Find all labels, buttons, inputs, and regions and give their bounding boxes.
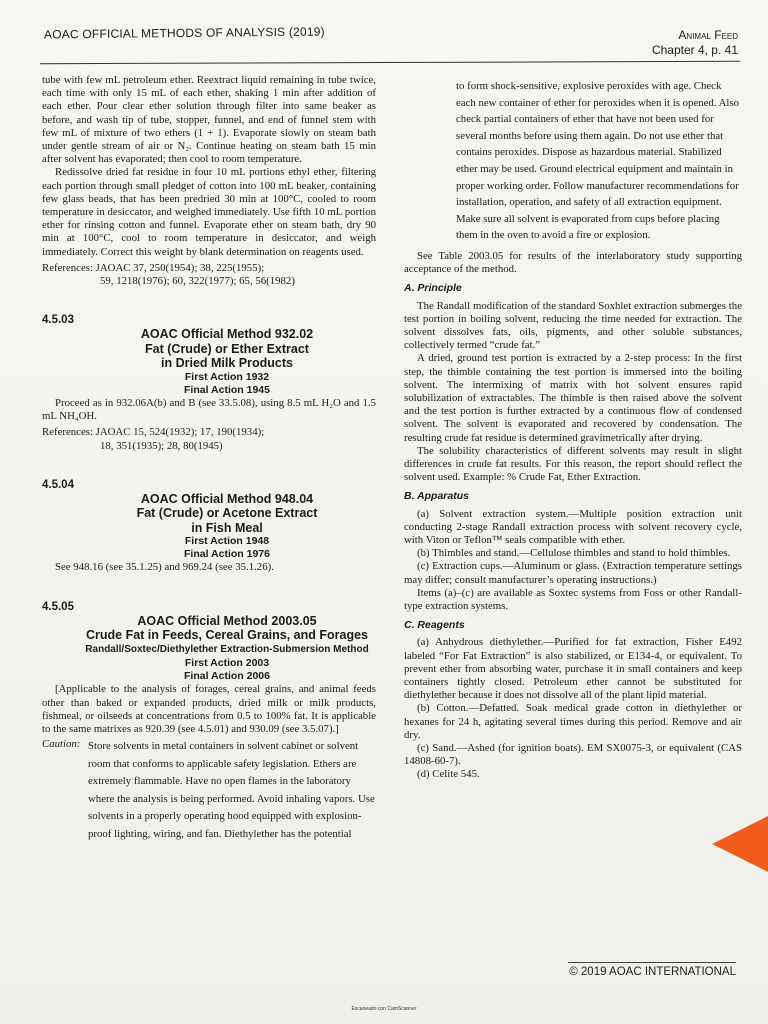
list-item: Items (a)–(c) are available as Soxtec systems from Foss or other Randall-type extraction systems. [404,586,742,613]
list-item: (a) Anhydrous diethylether.—Purified for fat extraction, Fisher E492 labeled “For Fat Extraction” is also stabilized, or E134-4, or equivalent. To prevent ether from absorbing water, purchase it in small containers and keep containers tightly closed. Petroleum ether cannot be substituted for diethylether because it does not dissolve all of the plant lipid material. [404,636,742,702]
applicability-note: [Applicable to the analysis of forages, cereal grains, and animal feeds other than baked or expanded products, dried milk or milk products, fishmeal, or oilseeds at concentrations from 0.5 to 100% fat. It is applicable to the same matrixes as 920.39 (see 4.5.01) and 930.09 (see 3.5.07).] [42,683,376,735]
first-action: First Action 1948 [184,535,270,548]
first-action: First Action 1932 [184,370,270,383]
body-paragraph: A dried, ground test portion is extracted by a 2-step process: In the first step, the thimble containing the test portion is immersed into the boiling solvent. The intermixing of matrix with hot solvent ensures rapid solubilization of extractables. The thimble is then raised above the solvent and the test portion is further extracted by a continuous flow of condensed solvent. The solvent is evaporated and recovered by condensation. The resulting crude fat residue is determined gravimetrically after drying. [404,352,742,444]
reference-line: 18, 351(1935); 28, 80(1945) [100,439,223,452]
method-subtitle: Randall/Soxtec/Diethylether Extraction-Submersion Method [85,643,369,655]
running-header-chapter [652,28,738,58]
section-number: 4.5.03 [42,314,74,327]
first-action: First Action 2003 [184,657,270,670]
page-tab-marker [712,816,768,872]
caution-text: Store solvents in metal containers in solvent cabinet or solvent room that conforms to applicable safety legislation. Ethers are extremely flammable. Have no open flames in the laboratory where the analysis is being performed. Avoid inhaling vapors. Use solvents in a properly operating hood equipped with explosion-proof lighting, wiring, and fan. Diethylether has the potential [88,740,375,840]
right-column [404,78,742,782]
method-title: AOAC Official Method 2003.05 [137,613,317,628]
method-subtitle: Crude Fat in Feeds, Cereal Grains, and Forages [85,628,369,643]
body-paragraph: The Randall modification of the standard Soxhlet extraction submerges the test portion in boiling solvent, reducing the time needed for extraction. The solvent dissolves fats, oils, pigments, and other soluble substances, collectively termed “crude fat.” [404,299,742,352]
method-subtitle: in Dried Milk Products [161,356,293,371]
list-item: (a) Solvent extraction system.—Multiple position extraction unit conducting 2-stage Randall extraction process with solvent recovery cycle, with Viton or Teflon™ seals compatible with ether. [404,507,742,546]
reference-line: 59, 1218(1976); 60, 322(1977); 65, 56(1982) [100,275,295,288]
section-heading: C. Reagents [404,619,465,632]
reference-line: References: JAOAC 37, 250(1954); 38, 225(1955); [42,261,265,274]
method-body: Proceed as in 932.06A(b) and B (see 33.5.08), using 8.5 mL H₂O and 1.5 mL NH₄OH. [42,396,376,423]
final-action: Final Action 1945 [184,383,270,396]
list-item: (c) Extraction cups.—Aluminum or glass. (Extraction temperature settings may differ; consult manufacturer’s operating instructions.) [404,560,742,586]
list-item: (b) Cotton.—Defatted. Soak medical grade cotton in diethylether or hexanes for 24 h, agitating several times during this period. Remove and air dry. [404,702,742,741]
section-heading: B. Apparatus [404,490,469,503]
list-item: (c) Sand.—Ashed (for ignition boats). EM SX0075-3, or equivalent (CAS 14808-60-7). [404,742,742,768]
caution-continued: to form shock-sensitive, explosive peroxides with age. Check each new container of ether for peroxides when it is opened. Also check partial containers of ether that have not been used for several months before using them again. Do not use ether that contains peroxides. Dispose as hazardous material. Stabilized ether may be used. Ground electrical equipment and maintain in proper working order. Follow manufacturer recommendations for installation, operation, and safety of all extraction equipment. Make sure all solvent is evaporated from cups before placing them in the oven to avoid a fire or explosion. [456,80,740,242]
references [42,262,376,288]
footer-rule [568,962,736,963]
section-number: 4.5.05 [42,600,74,613]
body-paragraph: tube with few mL petroleum ether. Reextract liquid remaining in tube twice, each time with only 15 mL of each ether, shaking 1 min after addition of each ether. Pour clear ether solution through filter into same beaker as before, and wash tip of tube, stopper, funnel, and end of funnel stem with few mL of mixture of two ethers (1 + 1). Evaporate slowly on steam bath under gentle stream of air or N₂. Continue heating on steam bath 15 min after solvent has evaporated; then cool to room temperature. [42,74,376,166]
method-body: See 948.16 (see 35.1.25) and 969.24 (see 35.1.26). [55,561,274,574]
method-title: AOAC Official Method 932.02 [140,327,314,342]
running-header-title: AOAC OFFICIAL METHODS OF ANALYSIS (2019) [43,24,325,42]
header-rule [40,61,740,64]
section-heading: A. Principle [404,282,462,295]
reference-line: References: JAOAC 15, 524(1932); 17, 190(1934); [42,426,265,439]
scanner-watermark: Escaneado con CamScanner [351,1006,417,1012]
method-subtitle: Fat (Crude) or Ether Extract [145,341,309,356]
header-page-ref: Chapter 4, p. 41 [651,43,738,57]
method-title: AOAC Official Method 948.04 [140,491,314,506]
caution-label: Caution: [42,738,81,751]
method-subtitle: in Fish Meal [191,520,263,535]
copyright-footer: © 2019 AOAC INTERNATIONAL [569,966,736,978]
method-subtitle: Fat (Crude) or Acetone Extract [136,506,318,521]
see-table-note: See Table 2003.05 for results of the interlaboratory study supporting acceptance of the method. [404,249,742,276]
final-action: Final Action 1976 [184,548,270,561]
final-action: Final Action 2006 [184,670,270,683]
list-item: (b) Thimbles and stand.—Cellulose thimbles and stand to hold thimbles. [417,547,731,560]
left-column [42,74,376,843]
header-section-name: Animal Feed [678,28,738,42]
body-paragraph: The solubility characteristics of different solvents may result in slight differences in crude fat results. For this reason, the report should reflect the solvent used. Example: % Crude Fat, Ether Extraction. [404,444,742,484]
section-number: 4.5.04 [42,478,74,491]
list-item: (d) Celite 545. [417,768,480,781]
body-paragraph: Redissolve dried fat residue in four 10 mL portions ethyl ether, filtering each portion through small pledget of cotton into 100 mL beaker, containing few glass beads, that has been predried 30 min at 100°C, cooled to room temperature in desiccator, and weighed immediately. Use fifth 10 mL portion ether for rinsing cotton and funnel. Evaporate ether on steam bath, dry 90 min at 100°C, cool to room temperature in desiccator, and weigh immediately. Correct this weight by blank determination on reagents used. [42,166,376,258]
caution-block [42,738,376,843]
references [42,426,376,452]
